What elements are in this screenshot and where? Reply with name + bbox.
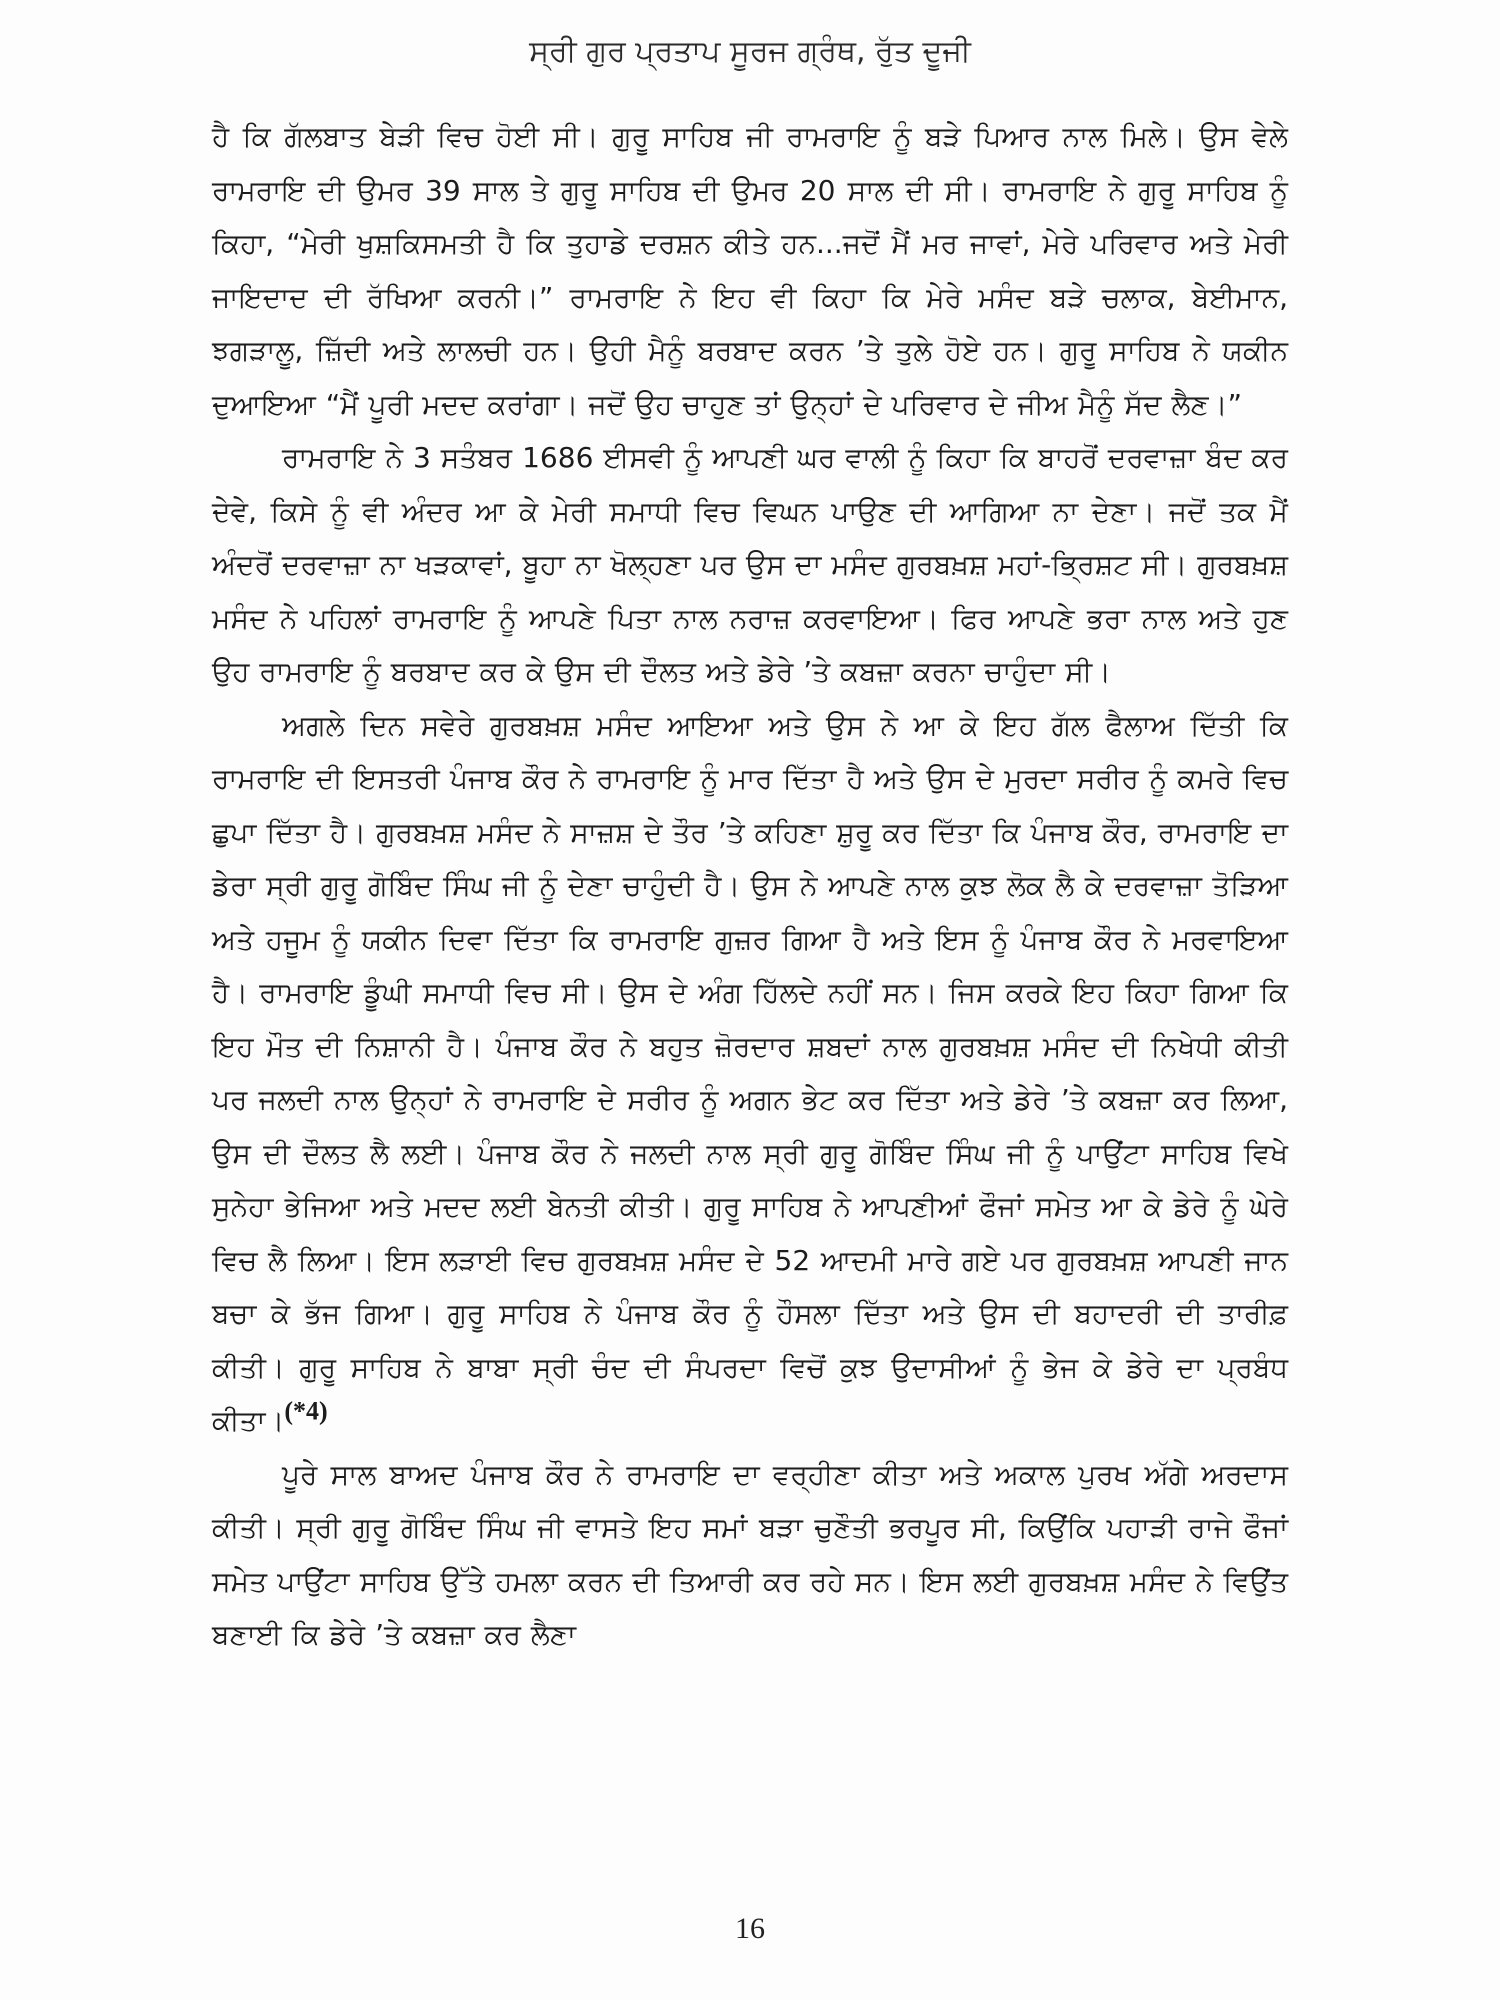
paragraph-3-text: ਅਗਲੇ ਦਿਨ ਸਵੇਰੇ ਗੁਰਬਖ਼ਸ਼ ਮਸੰਦ ਆਇਆ ਅਤੇ ਉਸ ਨੇ ਆ ਕੇ ਇਹ ਗੱਲ ਫੈਲਾਅ ਦਿੱਤੀ ਕਿ ਰਾਮਰਾਇ ਦੀ ਇਸਤਰੀ ਪੰਜਾਬ ਕੌਰ ਨੇ ਰਾਮਰਾਇ ਨੂੰ ਮਾਰ ਦਿੱਤਾ ਹੈ ਅਤੇ ਉਸ ਦੇ ਮੁਰਦਾ ਸਰੀਰ ਨੂੰ ਕਮਰੇ ਵਿਚ ਛੁਪਾ ਦਿੱਤਾ ਹੈ। ਗੁਰਬਖ਼ਸ਼ ਮਸੰਦ ਨੇ ਸਾਜ਼ਸ਼ ਦੇ ਤੌਰ ’ਤੇ ਕਹਿਣਾ ਸ਼ੁਰੂ ਕਰ ਦਿੱਤਾ ਕਿ ਪੰਜਾਬ ਕੌਰ, ਰਾਮਰਾਇ ਦਾ ਡੇਰਾ ਸ੍ਰੀ ਗੁਰੂ ਗੋਬਿੰਦ ਸਿੰਘ ਜੀ ਨੂੰ ਦੇਣਾ ਚਾਹੁੰਦੀ ਹੈ। ਉਸ ਨੇ ਆਪਣੇ ਨਾਲ ਕੁਝ ਲੋਕ ਲੈ ਕੇ ਦਰਵਾਜ਼ਾ ਤੋੜਿਆ ਅਤੇ ਹਜੂਮ ਨੂੰ ਯਕੀਨ ਦਿਵਾ ਦਿੱਤਾ ਕਿ ਰਾਮਰਾਇ ਗੁਜ਼ਰ ਗਿਆ ਹੈ ਅਤੇ ਇਸ ਨੂੰ ਪੰਜਾਬ ਕੌਰ ਨੇ ਮਰਵਾਇਆ ਹੈ। ਰਾਮਰਾਇ ਡੂੰਘੀ ਸਮਾਧੀ ਵਿਚ ਸੀ। ਉਸ ਦੇ ਅੰਗ ਹਿੱਲਦੇ ਨਹੀਂ ਸਨ। ਜਿਸ ਕਰਕੇ ਇਹ ਕਿਹਾ ਗਿਆ ਕਿ ਇਹ ਮੌਤ ਦੀ ਨਿਸ਼ਾਨੀ ਹੈ। ਪੰਜਾਬ ਕੌਰ ਨੇ ਬਹੁਤ ਜ਼ੋਰਦਾਰ ਸ਼ਬਦਾਂ ਨਾਲ ਗੁਰਬਖ਼ਸ਼ ਮਸੰਦ ਦੀ ਨਿਖੇਧੀ ਕੀਤੀ ਪਰ ਜਲਦੀ ਨਾਲ ਉਨ੍ਹਾਂ ਨੇ ਰਾਮਰਾਇ ਦੇ ਸਰੀਰ ਨੂੰ ਅਗਨ ਭੇਟ ਕਰ ਦਿੱਤਾ ਅਤੇ ਡੇਰੇ ’ਤੇ ਕਬਜ਼ਾ ਕਰ ਲਿਆ, ਉਸ ਦੀ ਦੌਲਤ ਲੈ ਲਈ। ਪੰਜਾਬ ਕੌਰ ਨੇ ਜਲਦੀ ਨਾਲ ਸ੍ਰੀ ਗੁਰੂ ਗੋਬਿੰਦ ਸਿੰਘ ਜੀ ਨੂੰ ਪਾਉਂਟਾ ਸਾਹਿਬ ਵਿਖੇ ਸੁਨੇਹਾ ਭੇਜਿਆ ਅਤੇ ਮਦਦ ਲਈ ਬੇਨਤੀ ਕੀਤੀ। ਗੁਰੂ ਸਾਹਿਬ ਨੇ ਆਪਣੀਆਂ ਫੌਜਾਂ ਸਮੇਤ ਆ ਕੇ ਡੇਰੇ ਨੂੰ ਘੇਰੇ ਵਿਚ ਲੈ ਲਿਆ। ਇਸ ਲੜਾਈ ਵਿਚ ਗੁਰਬਖ਼ਸ਼ ਮਸੰਦ ਦੇ 52 ਆਦਮੀ ਮਾਰੇ ਗਏ ਪਰ ਗੁਰਬਖ਼ਸ਼ ਆਪਣੀ ਜਾਨ ਬਚਾ ਕੇ ਭੱਜ ਗਿਆ। ਗੁਰੂ ਸਾਹਿਬ ਨੇ ਪੰਜਾਬ ਕੌਰ ਨੂੰ ਹੌਸਲਾ ਦਿੱਤਾ ਅਤੇ ਉਸ ਦੀ ਬਹਾਦਰੀ ਦੀ ਤਾਰੀਫ਼ ਕੀਤੀ। ਗੁਰੂ ਸਾਹਿਬ ਨੇ ਬਾਬਾ ਸ੍ਰੀ ਚੰਦ ਦੀ ਸੰਪਰਦਾ ਵਿਚੋਂ ਕੁਝ ਉਦਾਸੀਆਂ ਨੂੰ ਭੇਜ ਕੇ ਡੇਰੇ ਦਾ ਪ੍ਰਬੰਧ ਕੀਤਾ।: [212, 708, 1288, 1437]
body-text: [212, 110, 1288, 1662]
paragraph-4: ਪੂਰੇ ਸਾਲ ਬਾਅਦ ਪੰਜਾਬ ਕੌਰ ਨੇ ਰਾਮਰਾਇ ਦਾ ਵਰ੍ਹੀਣਾ ਕੀਤਾ ਅਤੇ ਅਕਾਲ ਪੁਰਖ ਅੱਗੇ ਅਰਦਾਸ ਕੀਤੀ। ਸ੍ਰੀ ਗੁਰੂ ਗੋਬਿੰਦ ਸਿੰਘ ਜੀ ਵਾਸਤੇ ਇਹ ਸਮਾਂ ਬੜਾ ਚੁਣੌਤੀ ਭਰਪੂਰ ਸੀ, ਕਿਉਂਕਿ ਪਹਾੜੀ ਰਾਜੇ ਫੌਜਾਂ ਸਮੇਤ ਪਾਉਂਟਾ ਸਾਹਿਬ ਉੱਤੇ ਹਮਲਾ ਕਰਨ ਦੀ ਤਿਆਰੀ ਕਰ ਰਹੇ ਸਨ। ਇਸ ਲਈ ਗੁਰਬਖ਼ਸ਼ ਮਸੰਦ ਨੇ ਵਿਉਂਤ ਬਣਾਈ ਕਿ ਡੇਰੇ ’ਤੇ ਕਬਜ਼ਾ ਕਰ ਲੈਣਾ: [212, 1457, 1288, 1651]
paragraph-1: ਹੈ ਕਿ ਗੱਲਬਾਤ ਬੇੜੀ ਵਿਚ ਹੋਈ ਸੀ। ਗੁਰੂ ਸਾਹਿਬ ਜੀ ਰਾਮਰਾਇ ਨੂੰ ਬੜੇ ਪਿਆਰ ਨਾਲ ਮਿਲੇ। ਉਸ ਵੇਲੇ ਰਾਮਰਾਇ ਦੀ ਉਮਰ 39 ਸਾਲ ਤੇ ਗੁਰੂ ਸਾਹਿਬ ਦੀ ਉਮਰ 20 ਸਾਲ ਦੀ ਸੀ। ਰਾਮਰਾਇ ਨੇ ਗੁਰੂ ਸਾਹਿਬ ਨੂੰ ਕਿਹਾ, “ਮੇਰੀ ਖੁਸ਼ਕਿਸਮਤੀ ਹੈ ਕਿ ਤੁਹਾਡੇ ਦਰਸ਼ਨ ਕੀਤੇ ਹਨ...ਜਦੋਂ ਮੈਂ ਮਰ ਜਾਵਾਂ, ਮੇਰੇ ਪਰਿਵਾਰ ਅਤੇ ਮੇਰੀ ਜਾਇਦਾਦ ਦੀ ਰੱਖਿਆ ਕਰਨੀ।” ਰਾਮਰਾਇ ਨੇ ਇਹ ਵੀ ਕਿਹਾ ਕਿ ਮੇਰੇ ਮਸੰਦ ਬੜੇ ਚਲਾਕ, ਬੇਈਮਾਨ, ਝਗੜਾਲੂ, ਜ਼ਿੱਦੀ ਅਤੇ ਲਾਲਚੀ ਹਨ। ਉਹੀ ਮੈਨੂੰ ਬਰਬਾਦ ਕਰਨ ’ਤੇ ਤੁਲੇ ਹੋਏ ਹਨ। ਗੁਰੂ ਸਾਹਿਬ ਨੇ ਯਕੀਨ ਦੁਆਇਆ “ਮੈਂ ਪੂਰੀ ਮਦਦ ਕਰਾਂਗਾ। ਜਦੋਂ ਉਹ ਚਾਹੁਣ ਤਾਂ ਉਨ੍ਹਾਂ ਦੇ ਪਰਿਵਾਰ ਦੇ ਜੀਅ ਮੈਨੂੰ ਸੱਦ ਲੈਣ।”: [212, 120, 1288, 421]
page-number: 16: [735, 1912, 765, 1945]
paragraph-3: [212, 699, 1288, 1448]
paragraph-2: ਰਾਮਰਾਇ ਨੇ 3 ਸਤੰਬਰ 1686 ਈਸਵੀ ਨੂੰ ਆਪਣੀ ਘਰ ਵਾਲੀ ਨੂੰ ਕਿਹਾ ਕਿ ਬਾਹਰੋਂ ਦਰਵਾਜ਼ਾ ਬੰਦ ਕਰ ਦੇਵੇ, ਕਿਸੇ ਨੂੰ ਵੀ ਅੰਦਰ ਆ ਕੇ ਮੇਰੀ ਸਮਾਧੀ ਵਿਚ ਵਿਘਨ ਪਾਉਣ ਦੀ ਆਗਿਆ ਨਾ ਦੇਣਾ। ਜਦੋਂ ਤਕ ਮੈਂ ਅੰਦਰੋਂ ਦਰਵਾਜ਼ਾ ਨਾ ਖੜਕਾਵਾਂ, ਬੂਹਾ ਨਾ ਖੋਲ੍ਹਣਾ ਪਰ ਉਸ ਦਾ ਮਸੰਦ ਗੁਰਬਖ਼ਸ਼ ਮਹਾਂ-ਭ੍ਰਿਸ਼ਟ ਸੀ। ਗੁਰਬਖ਼ਸ਼ ਮਸੰਦ ਨੇ ਪਹਿਲਾਂ ਰਾਮਰਾਇ ਨੂੰ ਆਪਣੇ ਪਿਤਾ ਨਾਲ ਨਰਾਜ਼ ਕਰਵਾਇਆ। ਫਿਰ ਆਪਣੇ ਭਰਾ ਨਾਲ ਅਤੇ ਹੁਣ ਉਹ ਰਾਮਰਾਇ ਨੂੰ ਬਰਬਾਦ ਕਰ ਕੇ ਉਸ ਦੀ ਦੌਲਤ ਅਤੇ ਡੇਰੇ ’ਤੇ ਕਬਜ਼ਾ ਕਰਨਾ ਚਾਹੁੰਦਾ ਸੀ।: [212, 441, 1288, 688]
running-header: ਸ੍ਰੀ ਗੁਰ ਪ੍ਰਤਾਪ ਸੂਰਜ ਗ੍ਰੰਥ, ਰੁੱਤ ਦੂਜੀ: [529, 34, 971, 69]
footnote-reference: (*4): [284, 1396, 328, 1426]
